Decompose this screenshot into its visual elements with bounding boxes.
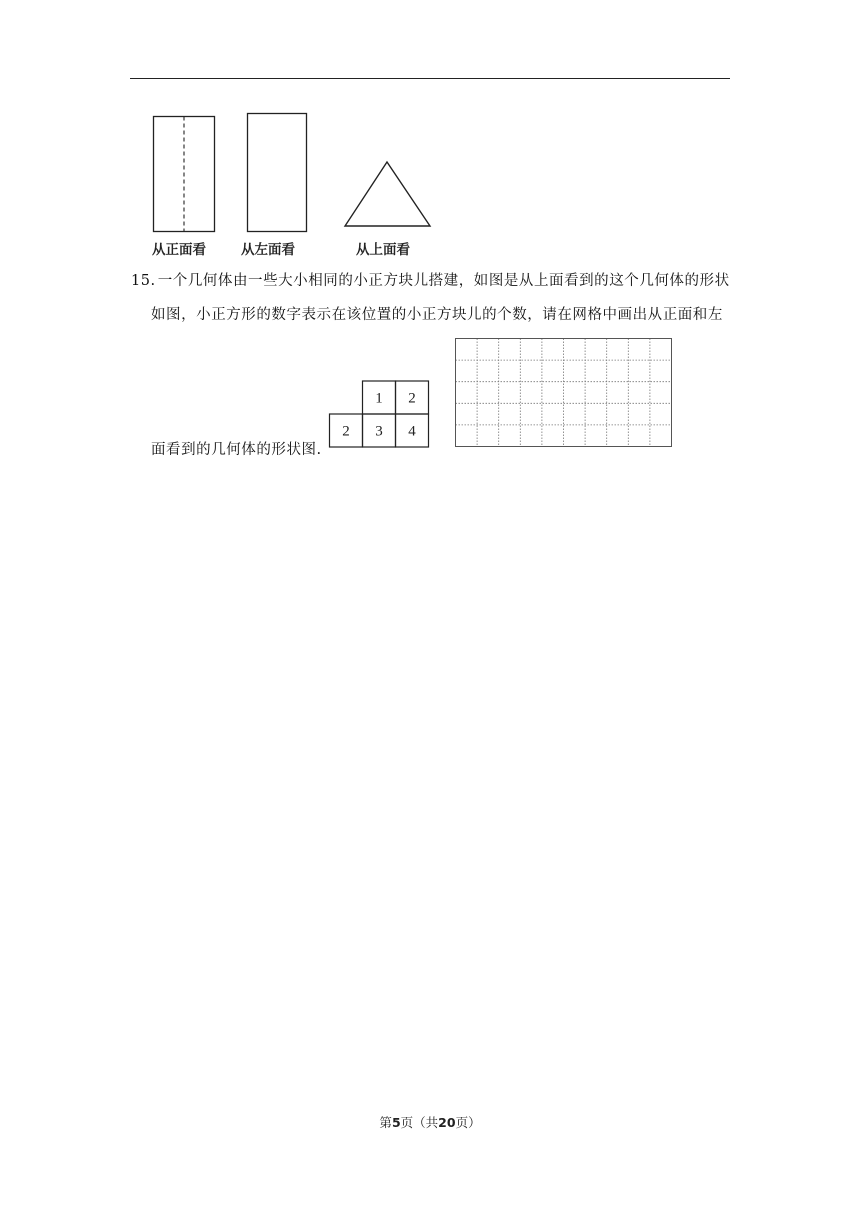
- top-view-triangle: [345, 162, 430, 226]
- top-view-grid-drawing: [328, 380, 430, 448]
- answer-grid-drawing: [455, 338, 675, 450]
- question-line-3: 面看到的几何体的形状图.: [151, 442, 322, 458]
- front-view-shape: [154, 117, 215, 232]
- front-view-caption: 从正面看: [152, 242, 206, 258]
- top-view-number-grid: [328, 380, 430, 452]
- footer-page-number: 5: [391, 1115, 401, 1130]
- footer-suffix: 页）: [455, 1115, 481, 1130]
- header-rule: [130, 78, 730, 79]
- left-view-caption: 从左面看: [241, 242, 295, 258]
- three-views-figure: [140, 105, 460, 258]
- question-line-1: [131, 269, 730, 290]
- top-view-cell-number: 2: [342, 423, 350, 440]
- answer-grid[interactable]: [455, 338, 675, 454]
- top-view-cell-number: 3: [375, 423, 383, 440]
- three-views-drawing: [140, 105, 460, 235]
- footer-prefix: 第: [379, 1115, 392, 1130]
- top-view-cell-number: 4: [408, 423, 416, 440]
- question-text-1: 一个几何体由一些大小相同的小正方块儿搭建，如图是从上面看到的这个几何体的形状: [157, 273, 730, 289]
- footer-middle: 页（共: [400, 1115, 439, 1130]
- top-view-cell-number: 1: [375, 390, 383, 407]
- footer-total-pages: 20: [438, 1115, 456, 1130]
- question-number: 15.: [131, 273, 156, 289]
- question-line-2: 如图，小正方形的数字表示在该位置的小正方块儿的个数，请在网格中画出从正面和左: [151, 307, 723, 323]
- page-footer: [0, 1113, 860, 1131]
- top-view-caption: 从上面看: [356, 242, 410, 258]
- top-view-cell-number: 2: [408, 390, 416, 407]
- left-view-shape: [248, 114, 307, 232]
